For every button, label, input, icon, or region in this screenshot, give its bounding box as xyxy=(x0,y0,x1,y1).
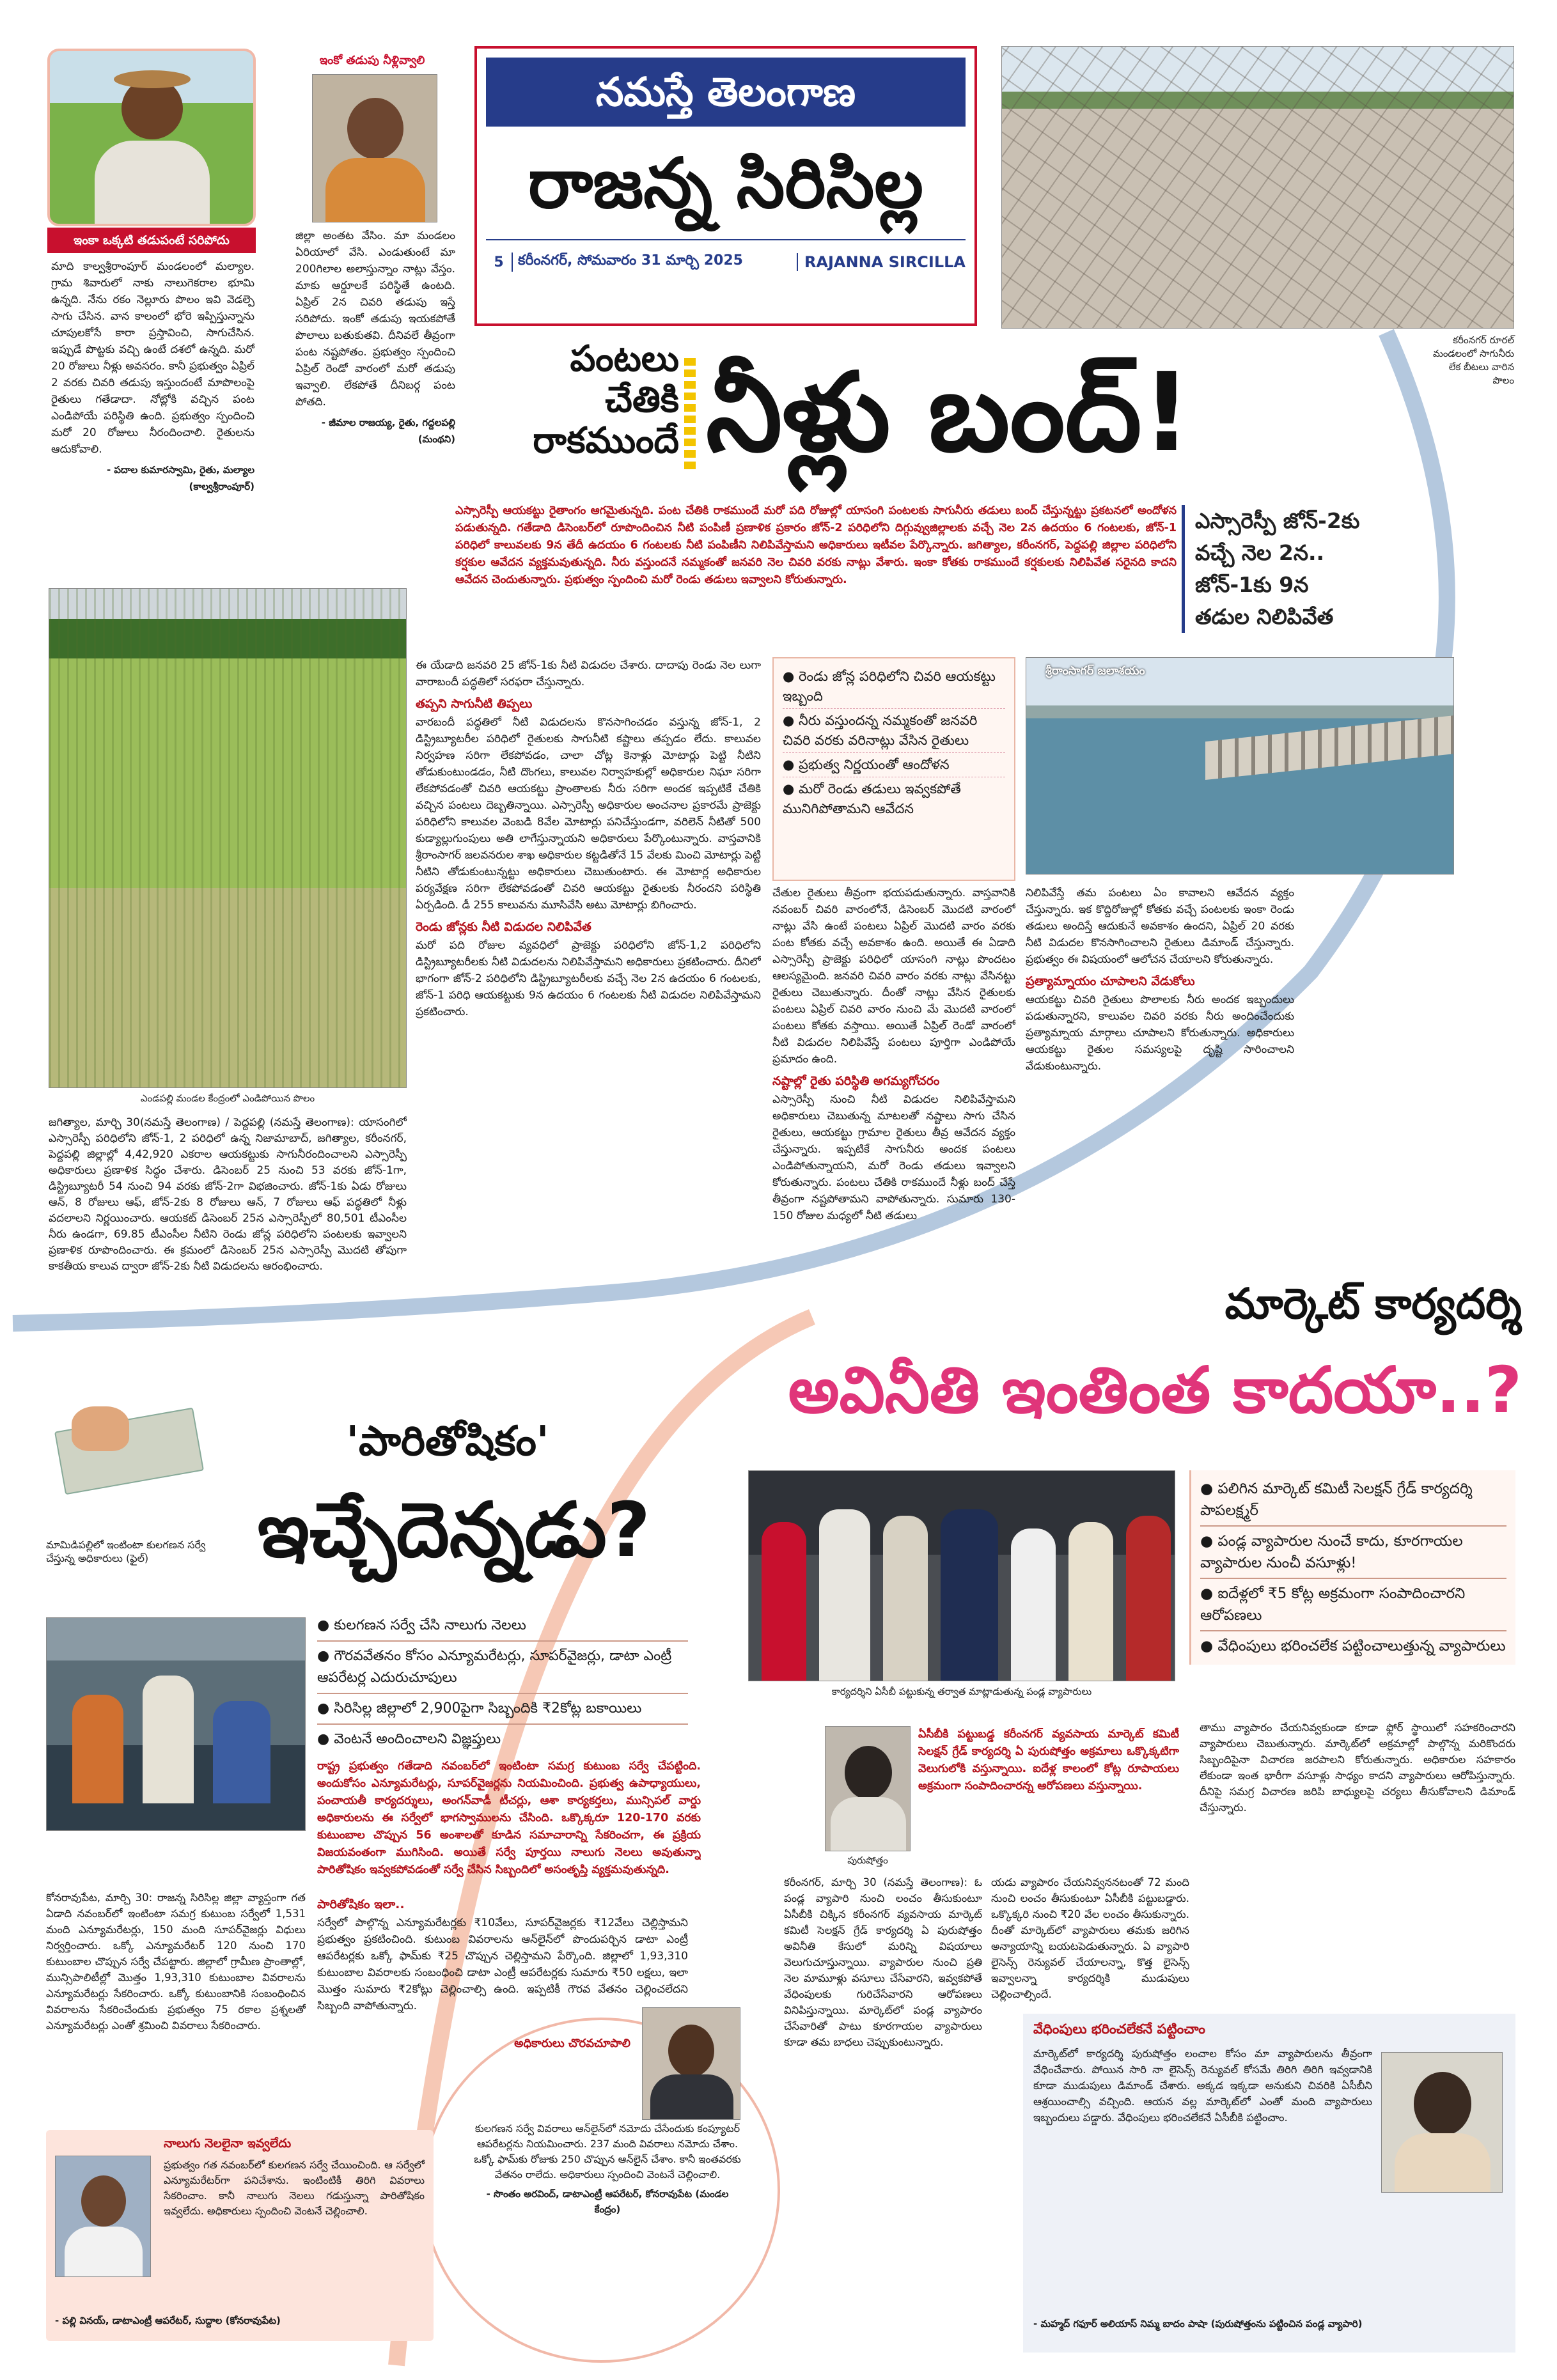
headline3-subhead: పారితోషికం ఇలా.. xyxy=(317,1897,405,1911)
headline1-title: నీళ్లు బంద్! xyxy=(706,350,1192,476)
farmer1-text: మాది కాల్వశ్రీరాంపూర్ మండలంలో మల్యాల. గ్రామ శివారులో నాకు నాలుగెకరాల భూమి ఉన్నది. నేను రకం నెల్లూరు పొలం ఇవి వెడల్పె సాగు చేసిన. వాన కాలంలో భోరె ఇప్పిస్తున్నాను చూపులకోసే కారా ప్రస్తావించి, సాగుచేసిన. ఇప్పుడే పొట్టకు వచ్చి ఉంటే దశలో ఉన్నది. మరో 20 రోజులు నీళ్లు అవసరం. కానీ ప్రభుత్వం ఏప్రిల్ 2 వరకు చివరి తడుపు ఇస్తుందంటే మాపొలంపై రైతులు గతేడాదా. నోట్లోకి వచ్చిన పంట ఎండిపోయే పరిస్థితి ఉంది. ప్రభుత్వం స్పందించి మరో 20 రోజులు నీరందించాలి. రైతులను ఆదుకోవాలి. - పదాల కుమారస్వామి, రైతు, మల్యాల (కాల్వశ్రీరాంపూర్) xyxy=(51,258,254,509)
market-quote-signature: - మహ్మద్ గఫూర్ అలియాస్ నిమ్మ బాదం పాషా (పురుషోత్తంను పట్టించిన పండ్ల వ్యాపారి) xyxy=(1033,2318,1363,2329)
gafoor-photo xyxy=(1381,2052,1503,2193)
headline3-lead: రాష్ట్ర ప్రభుత్వం గతేడాది నవంబర్‌లో ఇంటింటా సమగ్ర కుటుంబ సర్వే చేపట్టింది. అందుకోసం ఎన్యూమరేటర్లు, సూపర్‌వైజర్లను నియమించింది. ప్రభుత్వ ఉపాధ్యాయులు, పంచాయతీ కార్యదర్శులు, అంగన్‌వాడీ టీచర్లు, ఆశా కార్యకర్తలు, మున్సిపల్ వార్డు అధికారులను ఈ సర్వేలో భాగస్వాములను చేసింది. ఒక్కొక్కరూ 120-170 వరకు కుటుంబాల చొప్పున 56 అంశాలతో కూడిన సమాచారాన్ని సేకరించగా, ఈ ప్రక్రియ విజయవంతంగా ముగిసింది. అయితే సర్వే పూర్తయి నాలుగు నెలలు అవుతున్నా పారితోషికం ఇవ్వకపోవడంతో సర్వే చేసిన సిబ్బందిలో అసంతృప్తి వ్యక్తమవుతున్నది. xyxy=(317,1760,701,1876)
page-number: 5 xyxy=(494,254,504,270)
headline1-lead: ఎస్సారెస్పీ ఆయకట్టు రైతాంగం ఆగమైతున్నది. పంట చేతికి రాకముందే మరో పది రోజుల్లో యాసంగి పంటలకు సాగునీరు తడులు బంద్ చేస్తున్నట్టు ప్రకటనలో అందోళన పడుతున్నది. గతేడాది డిసెంబర్‌లో రూపొందించిన నీటి పంపిణీ ప్రణాళిక ప్రకారం జోన్-2 పరిధిలోని దిగ్గువ్వుజిల్లాలకు వచ్చే నెల 2న ఉదయం 6 గంటలకు, జోన్-1 పరిధిలో కాలువలకు 9న తేదీ ఉదయం 6 గంటలకు నీటి పంపిణీని నిలిపివేస్తామని అధికారులు ఇటీవల పేర్కొన్నారు. జగిత్యాల, కరీంనగర్, పెద్దపల్లి జిల్లాల పరిధిలోని కర్షకుల ఆవేదన వ్యక్తమవుతున్నది. నీరు వస్తుందనే నమ్మకంతో జనవరి నెల చివరి వరకు నాట్లు వేశారు. ఇంకా కోతకు రాకముందే కర్షకులకు నిలిపివేత సరైనది కాదని ఆవేదన చెందుతున్నారు. ప్రభుత్వం స్పందించి మరో రెండు తడులు ఇవ్వాలని కోరుతున్నారు. xyxy=(455,504,1177,586)
purushottam-photo xyxy=(825,1726,911,1851)
headline3-col1: కోనరావుపేట, మార్చి 30: రాజన్న సిరిసిల్ల జిల్లా వ్యాప్తంగా గత ఏడాది నవంబర్‌లో ఇంటింటా సమగ్ర కుటుంబ సర్వేలో 1,531 మంది ఎన్యూమరేటర్లు, 150 మంది సూపర్‌వైజర్లు విధులు నిర్వర్తించారు. ఒక్కో ఎన్యూమరేటర్ 120 నుంచి 170 కుటుంబాల చొప్పున సర్వే చేపట్టారు. జిల్లాలో గ్రామీణ ప్రాంతాల్లో, మున్సిపాలిటీల్లో మొత్తం 1,93,310 కుటుంబాల వివరాలను ఎన్యూమరేటర్లు సేకరించారు. ఒక్కో కుటుంబానికి సంబంధించిన వివరాలను సేకరించేందుకు ప్రభుత్వం 75 రకాల ప్రశ్నలతో ఎన్యూమరేటర్లు ఎంతో శ్రమించి వివరాలు సేకరించారు. xyxy=(46,1892,306,2032)
cracked-field-caption: కరీంనగర్ రూరల్ మండలంలో సాగునీరు లేక బీటలు వారిన పొలం xyxy=(1432,334,1514,386)
date-line: కరీంనగర్, సోమవారం 31 మార్చి 2025 xyxy=(512,253,797,272)
survey-quote-tag: నాలుగు నెలలైనా ఇవ్వలేదు xyxy=(164,2136,292,2151)
farmer2-tag: ఇంకో తడుపు నీళ్లివ్వాలి xyxy=(319,54,425,67)
officer-photo xyxy=(642,2007,740,2120)
article1-col3: చేతుల రైతులు తీవ్రంగా భయపడుతున్నారు. వాస్తవానికి నవంబర్ చివరి వారంలోనే, డిసెంబర్ మొదటి వారంలో నాట్లు వేసి ఉంటే పంటలు ఏప్రిల్ మొదటి వారం వరకు పంట కోతకు వచ్చే అవకాశం ఉంది. అయితే ఈ ఏడాది ఎస్సారెస్పీ ప్రాజెక్టు పరిధిలో యాసంగి నాట్లు పొందటం ఆలస్యమైంది. జనవరి చివరి వారం వరకు నాట్లు వేసినట్టు రైతులు చెబుతున్నారు. దీంతో నాట్లు వేసిన రైతులకు పంటలు ఏప్రిల్ చివరి వారం నుంచి మే మొదటి వారంలో పంటలు కోతకు వస్తాయి. అయితే ఏప్రిల్ రెండో వారంలో నీటి విడుదల నిలిపివేస్తే పంటలు పూర్తిగా ఎండిపోయే ప్రమాదం ఉంది. నష్టాల్లో రైతు పరిస్థితి అగమ్యగోచరం ఎస్సారెస్పీ నుంచి నీటి విడుదల నిలిపివేస్తామని అధికారులు చెబుతున్న మాటలతో నష్టాలు సాగు చేసిన రైతులు, ఆయకట్టు గ్రామాల రైతులు తీవ్ర ఆవేదన వ్యక్తం చేస్తున్నారు. ఇప్పటికే సాగునీరు అందక పంటలు ఎండిపోతున్నాయని, మరో రెండు తడులు ఇవ్వాలని కోరుతున్నారు. పంటలు చేతికి రాకముందే నీళ్లు బంద్ చేస్తే తీవ్రంగా నష్టపోతామని వాపోతున్నారు. సుమారు 130-150 రోజుల మధ్యలో నీటి తడులు xyxy=(772,887,1015,1222)
survey-quote-photo xyxy=(55,2156,151,2277)
dried-paddy-caption: ఎండపల్లి మండల కేంద్రంలో ఎండిపోయిన పొలం xyxy=(140,1093,315,1104)
money-photo xyxy=(46,1400,212,1496)
reservoir-photo xyxy=(1026,657,1454,875)
bullet-item: ● నీరు వస్తుందన్న నమ్మకంతో జనవరి చివరి వరకు వరినాట్లు వేసిన రైతులు xyxy=(783,709,1005,753)
reservoir-label: శ్రీరాంసాగర్ జలాశయం xyxy=(1045,664,1145,678)
headline2-kicker: మార్కెట్ కార్యదర్శి xyxy=(1224,1279,1522,1328)
headline3-title: ఇచ్చేదెన్నడు? xyxy=(257,1486,651,1574)
article1-bullets xyxy=(772,657,1015,881)
farmer1-tag: ఇంకా ఒక్కటి తడుపంటే సరిపోదు xyxy=(47,228,256,253)
bullet-item: ● ఐదేళ్లలో ₹5 కోట్ల అక్రమంగా సంపాదించారని ఆరోపణలు xyxy=(1200,1579,1506,1631)
headline3-bullets xyxy=(317,1611,688,1754)
headline2-col3: తాము వ్యాపారం చేయనివ్వకుండా కూడా ఫ్లోర్ స్థాయిలో సహకరించారని వ్యాపారులు చెబుతున్నారు. మార్కెట్‌లో అక్రమాల్లో పాల్గొన్న మరికొందరు సిబ్బందిపైనా విచారణ జరపాలని కోరుతున్నారు. అధికారుల సహకారం లేకుండా ఇంత భారీగా వసూళ్లు సాధ్యం కాదని వ్యాపారులు ఆరోపిస్తున్నారు. దీనిపై సమగ్ర విచారణ జరిపి బాధ్యులపై చర్యలు తీసుకోవాలని డిమాండ్ చేస్తున్నారు. xyxy=(1200,1722,1515,1814)
dried-paddy-photo xyxy=(49,588,407,1088)
article1-subhead1: తప్పని సాగునీటి తిప్పలు xyxy=(416,697,533,711)
survey-quote-signature: - పల్లి వినయ్, డాటాఎంట్రీ ఆపరేటర్, సుద్దాల (కోనరావుపేట) xyxy=(55,2315,281,2326)
headline2-lead: ఏసీబీకి పట్టుబడ్డ కరీంనగర్ వ్యవసాయ మార్కెట్ కమిటీ సెలక్షన్ గ్రేడ్ కార్యదర్శి ఏ పురుషోత్తం అక్రమాలు ఒక్కొక్కటిగా వెలుగులోకి వస్తున్నాయి. ఐదేళ్ల కాలంలో కోట్ల రూపాయలు అక్రమంగా సంపాదించారన్న ఆరోపణలు వస్తున్నాయి. xyxy=(918,1728,1179,1793)
headline2-col2: యడు వ్యాపారం చేయనివ్వననటంతో 72 మంది నుంచి లంచం తీసుకుంటూ ఏసీబీకి పట్టుబడ్డారు. ఒక్కొక్కరి నుంచి ₹20 వేల లంచం తీసుకున్నారు. దీంతో మార్కెట్‌లో వ్యాపారులు తమకు జరిగిన అన్యాయాన్ని బయటపెడుతున్నారు. ఏ వ్యాపారి లైసెన్స్ రెన్యువల్ చేయాలన్నా, కొత్త లైసెన్స్ ఇవ్వాలన్నా కార్యదర్శికి ముడుపులు చెల్లించాల్సిందే. xyxy=(991,1876,1189,2000)
market-traders-caption: కార్యదర్శిని ఏసీబీ పట్టుకున్న తర్వాత మాట్లాడుతున్న పండ్ల వ్యాపారులు xyxy=(831,1686,1092,1697)
farmer2-text: జిల్లా అంతట వేసిం. మా మండలం ఏరియాలో వేసి. ఎండుతుంటే మా 200గిలాల అలాస్తున్నాం నాట్లు వేస్తం. మాకు ఆర్డూలకే పరిస్థితే ఉంటది. ఏప్రిల్ 2న చివరి తడుపు ఇస్తే సరిపోదు. ఇంకో తడుపు ఇయకపోతే పొలాలు బతుకుతవి. దీనివలే తీవ్రంగా పంట నష్టపోతం. ప్రభుత్వం స్పందించి ఏప్రిల్ రెండో వారంలో మరో తడుపు ఇవ్వాలి. లేకపోతే దీనిబర్గ పంట పోతది. - జీమాల రాజయ్య, రైతు, గద్దలపల్లి (మంథని) xyxy=(295,228,455,517)
purushottam-caption: పురుషోత్తం xyxy=(847,1855,888,1866)
bullet-item: ● వేధింపులు భరించలేక పట్టించాలుత్తున్న వ్యాపారులు xyxy=(1200,1638,1506,1654)
market-traders-photo xyxy=(748,1470,1175,1681)
headline2-bullets xyxy=(1189,1470,1515,1665)
headline2-title: అవినీతి ఇంతింత కాదయా..? xyxy=(788,1353,1522,1427)
market-quote-title: వేధింపులు భరించలేకనే పట్టించాం xyxy=(1033,2021,1205,2037)
money-caption: మామిడిపల్లిలో ఇంటింటా కులగణన సర్వే చేస్తున్న అధికారులు (ఫైల్) xyxy=(46,1539,206,1564)
article1-col4: నిలిపివేస్తే తమ పంటలు ఏం కావాలని ఆవేదన వ్యక్తం చేస్తున్నారు. ఇక కొద్దిరోజుల్లో కోతకు వచ్చే పంటలకు ఇంకా రెండు తడులు అందిస్తే ఆదుకునే అవకాశం ఉందని, ఏప్రిల్ 20 వరకు నీటి విడుదల కొనసాగించాలని రైతులు డిమాండ్ చేస్తున్నారు. ప్రభుత్వం ఈ విషయంలో ఆలోచన చేయాలని కోరుతున్నారు. ప్రత్యామ్నాయం చూపాలని వేడుకోలు ఆయకట్టు చివరి రైతులు పొలాలకు నీరు అందక ఇబ్బందులు పడుతున్నారని, కాలువల చివరి వరకు నీరు అందించేందుకు ప్రత్యామ్నాయ మార్గాలు చూపాలని కోరుతున్నారు. అధికారులు ఆయకట్టు రైతుల సమస్యలపై దృష్టి సారించాలని వేడుకుంటున్నారు. xyxy=(1026,887,1294,1073)
bullet-item: ● మరో రెండు తడులు ఇవ్వకపోతే మునిగిపోతామని ఆవేదన xyxy=(783,781,961,816)
officer-tag: అధికారులు చొరవచూపాలి xyxy=(514,2037,630,2050)
article1-col2: ఈ యేడాది జనవరి 25 జోన్-1కు నీటి విడుదల చేశారు. దాదాపు రెండు నెల లుగా వారాబందీ పద్ధతిలో సరఫరా చేస్తున్నారు. తప్పని సాగునీటి తిప్పలు వారబందీ పద్ధతిలో నీటి విడుదలను కొనసాగించడం వస్తున్న జోన్-1, 2 డిస్ట్రిబ్యూటరీల పరిధిలో రైతులకు సాగునీటి కష్టాలు తప్పడం లేదు. కాలువల నిర్వహణ సరిగా లేకపోవడం, చాలా చోట్ల కెనాళ్లు మోటార్లు పెట్టి నీటిని తోడుకుంటుండడం, నీటి దొంగలు, కాలువల నిర్వాహకుల్లో అధికారుల నిఘా సరిగా లేకపోవడంతో చివరి ఆయకట్టు ప్రాంతాలకు నీరు సరిగా అందక ఇప్పటికే చేతికి వచ్చిన పంటలు దెబ్బతిన్నాయి. ఎస్సారెస్పీ అధికారుల అంచనాల ప్రకారమే ప్రాజెక్టు పరిధిలోని కాలువల వెంబడి 8వేల మోటార్లు పనిచేస్తుండగా, వరిలెన్ నీటితో 500 కుడ్యాల్లుగుంపులు అతి లాగేస్తున్నాయని అధికారులు పేర్కొంటున్నారు. వాస్తవానికి శ్రీరాంసాగర్ జలవనరుల శాఖ అధికారుల కట్టడితోనే 15 వేలకు మించి మోటార్లు పెట్టి నీటిని తోడుకుంటున్నట్టు అధికారులు చెబుతుంటారు. ఈ మోటార్ల అధికారుల పర్యవేక్షణ సరిగా లేకపోవడంతో చివరి ఆయకట్టు రైతులకు నీరందని పరిస్థితి ఏర్పడింది. డీ 255 కాలువను మూసివేసి అటు మోటార్లు బిగించారు. రెండు జోన్లకు నీటి విడుదల నిలిపివేత మరో పది రోజుల వ్యవధిలో ప్రాజెక్టు పరిధిలోని జోన్-1,2 పరిధిలోని డిస్ట్రిబ్యూటరీలకు నీటి విడుదలను నిలిపివేస్తామని అధికారులు ప్రకటించారు. దీనిలో భాగంగా జోన్-2 పరిధిలోని డిస్ట్రిబ్యూటరీలకు వచ్చే నెల 2న ఉదయం 6 గంటలకు, జోన్-1 పరిధి ఆయకట్టుకు 9న ఉదయం 6 గంటలకు నీటి విడుదల నిలిపివేస్తామని ప్రకటించారు. xyxy=(416,659,761,1018)
bullet-item: ● వెంటనే అందించాలని విజ్ఞప్తులు xyxy=(317,1731,501,1747)
bullet-item: ● ప్రభుత్వ నిర్ణయంతో ఆందోళన xyxy=(783,753,1005,777)
headline1-kicker: పంటలు చేతికి రాకముందే xyxy=(533,338,679,462)
article1-subhead4: ప్రత్యామ్నాయం చూపాలని వేడుకోలు xyxy=(1026,974,1195,988)
edition-english: RAJANNA SIRCILLA xyxy=(797,253,966,271)
headline3-col2: పారితోషికం ఇలా.. సర్వేలో పాల్గొన్న ఎన్యూమరేటర్లకు ₹10వేలు, సూపర్‌వైజర్లకు ₹12వేలు చెల్లిస్తామని ప్రభుత్వం ప్రకటించింది. కుటుంబ వివరాలను ఆన్‌లైన్‌లో పొందుపర్చిన డాటా ఎంట్రీ ఆపరేటర్లకు ఒక్కో ఫామ్‌కు ₹25 చొప్పున చెల్లిస్తామని పేర్కొంది. జిల్లాలో 1,93,310 కుటుంబాల వివరాలకు సంబంధించి డాటా ఎంట్రీ ఆపరేటర్లకు సుమారు ₹50 లక్షలు, ఇలా మొత్తం సుమారు ₹2కోట్లు చెల్లించాల్సి ఉంది. ఇప్పటికీ గౌరవ వేతనం చెల్లించలేదని సిబ్బంది వాపోతున్నారు. xyxy=(317,1897,688,2012)
bullet-item: ● కులగణన సర్వే చేసి నాలుగు నెలలు xyxy=(317,1611,688,1642)
bullet-item: ● రెండు జోన్ల పరిధిలోని చివరి ఆయకట్టు ఇబ్బంది xyxy=(783,665,1005,709)
bullet-item: ● పండ్ల వ్యాపారుల నుంచే కాదు, కూరగాయల వ్యాపారుల నుంచీ వసూళ్లు! xyxy=(1200,1527,1506,1579)
headline3-kicker: 'పారితోషికం' xyxy=(346,1418,549,1465)
paper-name: నమస్తే తెలంగాణ xyxy=(486,58,966,127)
article1-subhead3: నష్టాల్లో రైతు పరిస్థితి అగమ్యగోచరం xyxy=(772,1074,940,1088)
farmer2-signature: - జీమాల రాజయ్య, రైతు, గద్దలపల్లి (మంథని) xyxy=(321,417,455,445)
headline1-side-box: ఎస్సారెస్పీ జోన్-2కు వచ్చే నెల 2న.. జోన్-1కు 9న తడుల నిలిపివేత xyxy=(1182,505,1386,633)
officer-text: కులగణన సర్వే వివరాలు ఆన్‌లైన్‌లో నమోదు చేసేందుకు కంప్యూటర్ ఆపరేటర్లను నియమించారు. 237 మంది వివరాలు నమోదు చేశాం. ఒక్కో ఫామ్‌కు రోజుకు 250 చొప్పున ఆన్‌లైన్ చేశాం. కానీ ఇంతవరకు వేతనం రాలేదు. అధికారులు స్పందించి వెంటనే చెల్లించాలి. - సొంతం అరవింద్, డాటాఎంట్రీ ఆపరేటర్, కోనరావుపేట (మండల కేంద్రం) xyxy=(473,2121,742,2338)
article1-intro: జగిత్యాల, మార్చి 30(నమస్తే తెలంగాణ) / పెద్దపల్లి (నమస్తే తెలంగాణ): యాసంగిలో ఎస్సారెస్పీ పరిధిలోని జోన్-1, 2 పరిధిలో ఉన్న నిజామాబాద్, జగిత్యాల, కరీంనగర్, పెద్దపల్లి జిల్లాల్లో 4,42,920 ఎకరాల ఆయకట్టుకు సాగునీరందించాలని ఎస్సారెస్పీ అధికారులు ప్రణాళిక సిద్ధం చేశారు. డిసెంబర్ 25 నుంచి 53 వరకు జోన్-1గా, డిస్ట్రిబ్యూటరీ 54 నుంచి 94 వరకు జోన్-2గా విభజించారు. జోన్-1కు ఏడు రోజులు ఆన్, 8 రోజులు ఆఫ్, జోన్-2కు 8 రోజులు ఆన్, 7 రోజులు ఆఫ్ పద్ధతిలో నీళ్లు వదలాలని నిర్ణయించారు. ఆయకట్ డిసెంబర్ 25న ఎస్సారెస్పీలో 80,501 టీఎంసీల నీరు ఉండగా, 69.85 టీఎంసీల నీటిని రెండు జోన్ల పరిధిలోని పంటలకు ఇవ్వాలని ప్రణాళిక రూపొందించారు. ఈ క్రమంలో డిసెంబర్ 25న ఎస్సారెస్పీ మొదటి తోపుగా కాకతీయ కాలువ ద్వారా జోన్-2కు నీటి విడుదలను ఆరంభించారు. xyxy=(49,1116,407,1273)
edition-name: రాజన్న సిరిసిల్ల xyxy=(528,144,923,224)
officer-signature: - సొంతం అరవింద్, డాటాఎంట్రీ ఆపరేటర్, కోనరావుపేట (మండల కేంద్రం) xyxy=(486,2188,729,2215)
market-quote-box: వేధింపులు భరించలేకనే పట్టించాం మార్కెట్‌లో కార్యదర్శి పురుషోత్తం లంచాల కోసం మా వ్యాపారులను తీవ్రంగా వేధించేవారు. పోయిన సారి నా లైసెన్స్ రెన్యువల్ కోసమే తిరిగి తిరిగి ఇవ్వడానికి కూడా ముడుపులు డిమాండ్ చేశారు. అక్కడ ఇక్కడా అనుకుని చివరికి ఏసీబీని ఆశ్రయించాల్సి వచ్చింది. ఆయన వల్ల మార్కెట్‌లో ఎంతో మంది వ్యాపారులు ఇబ్బందులు పడ్డారు. వేధింపులు భరించలేకనే ఏసీబీకి పట్టించాం. - మహ్మద్ గఫూర్ అలియాస్ నిమ్మ బాదం పాషా (పురుషోత్తంను పట్టించిన పండ్ల వ్యాపారి) xyxy=(1023,2014,1515,2353)
bullet-item: ● గౌరవవేతనం కోసం ఎన్యూమరేటర్లు, సూపర్‌వైజర్లు, డాటా ఎంట్రీ ఆపరేటర్ల ఎదురుచూపులు xyxy=(317,1642,688,1694)
farmer1-signature: - పదాల కుమారస్వామి, రైతు, మల్యాల (కాల్వశ్రీరాంపూర్) xyxy=(106,464,254,492)
headline2-col1: కరీంనగర్, మార్చి 30 (నమస్తే తెలంగాణ): ఓ పండ్ల వ్యాపారి నుంచి లంచం తీసుకుంటూ ఏసీబీకి చిక్కిన కరీంనగర్ వ్యవసాయ మార్కెట్ కమిటీ సెలక్షన్ గ్రేడ్ కార్యదర్శి ఏ పురుషోత్తం అవినీతి కేసులో మరిన్ని విషయాలు వెలుగుచూస్తున్నాయి. వ్యాపారుల నుంచి ప్రతి నెల మామూళ్లు వసూలు చేసేవారని, ఇవ్వకపోతే వేధింపులకు గురిచేసేవారని ఆరోపణలు వినిపిస్తున్నాయి. మార్కెట్‌లో పండ్ల వ్యాపారం చేసేవారితో పాటు కూరగాయల వ్యాపారులు కూడా తమ బాధలు చెప్పుకుంటున్నారు. xyxy=(784,1876,982,2048)
survey-quote-box: నాలుగు నెలలైనా ఇవ్వలేదు ప్రభుత్వం గత నవంబర్‌లో కులగణన సర్వే చేయించింది. ఆ సర్వేలో ఎన్యూమరేటర్‌గా పనిచేశాను. ఇంటింటికీ తిరిగి వివరాలు సేకరించాం. కానీ నాలుగు నెలలు గడుస్తున్నా పారితోషికం ఇవ్వలేదు. అధికారులు స్పందించి వెంటనే చెల్లించాలి. - పల్లి వినయ్, డాటాఎంట్రీ ఆపరేటర్, సుద్దాల (కోనరావుపేట) xyxy=(46,2130,434,2341)
bullet-item: ● పలిగిన మార్కెట్ కమిటీ సెలక్షన్ గ్రేడ్ కార్యదర్శి పాపలక్ష్మర్ xyxy=(1200,1474,1506,1527)
bullet-item: ● సిరిసిల్ల జిల్లాలో 2,900పైగా సిబ్బందికి ₹2కోట్ల బకాయిలు xyxy=(317,1694,688,1725)
survey-photo xyxy=(46,1617,306,1831)
article1-subhead2: రెండు జోన్లకు నీటి విడుదల నిలిపివేత xyxy=(416,920,591,934)
